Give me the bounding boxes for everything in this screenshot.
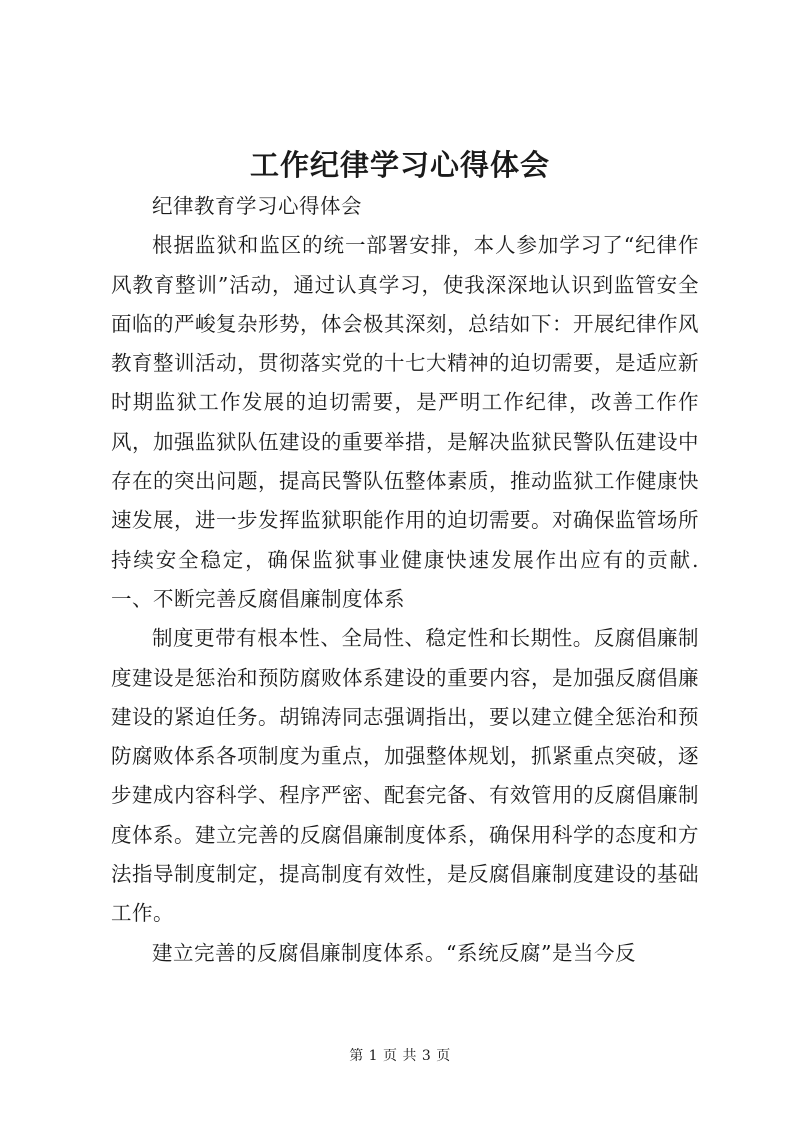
document-body [111,187,699,973]
document-subtitle: 纪律教育学习心得体会 [152,194,362,218]
paragraph: 建立完善的反腐倡廉制度体系。“系统反腐”是当今反 [152,940,636,965]
page-number-footer: 第 1 页 共 3 页 [349,1048,451,1064]
paragraph: 制度更带有根本性、全局性、稳定性和长期性。反腐倡廉制度建设是惩治和预防腐败体系建设的重要内容，是加强反腐倡廉建设的紧迫任务。胡锦涛同志强调指出，要以建立健全惩治和预防腐败体系各项制度为重点，加强整体规划，抓紧重点突破，逐步建成内容科学、程序严密、配套完备、有效管用的反腐倡廉制度体系。建立完善的反腐倡廉制度体系，确保用科学的态度和方法指导制度制定，提高制度有效性，是反腐倡廉制度建设的基础工作。 [111,626,699,926]
paragraph: 根据监狱和监区的统一部署安排，本人参加学习了“纪律作风教育整训”活动，通过认真学习，使我深深地认识到监管安全面临的严峻复杂形势，体会极其深刻，总结如下：开展纪律作风教育整训活动，贯彻落实党的十七大精神的迫切需要，是适应新时期监狱工作发展的迫切需要，是严明工作纪律，改善工作作风，加强监狱队伍建设的重要举措，是解决监狱民警队伍建设中存在的突出问题，提高民警队伍整体素质，推动监狱工作健康快速发展，进一步发挥监狱职能作用的迫切需要。对确保监管场所持续安全稳定，确保监狱事业健康快速发展作出应有的贡献. 一、不断完善反腐倡廉制度体系 [111,233,699,611]
page-title: 工作纪律学习心得体会 [249,148,550,182]
